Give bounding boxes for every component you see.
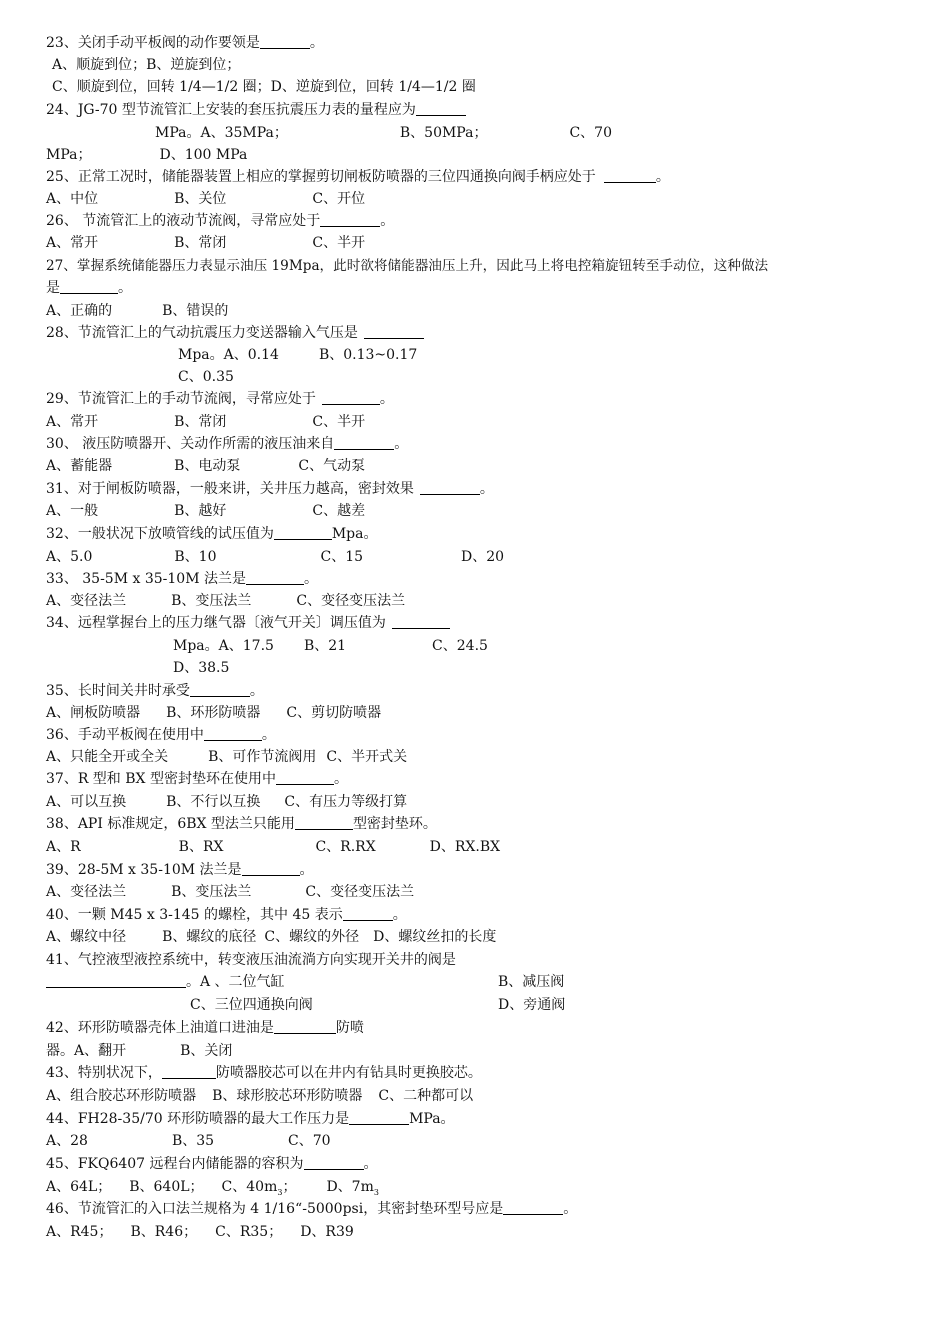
options-39: A、变径法兰 B、变压法兰 C、变径变压法兰 xyxy=(46,884,415,900)
answer-blank xyxy=(60,279,118,294)
question-30: 30、 液压防喷器开、关动作所需的液压油来自 。 xyxy=(46,436,409,452)
answer-blank xyxy=(274,525,332,540)
question-43: 43、特别状况下， 防喷器胶芯可以在井内有钻具时更换胶芯。 xyxy=(46,1065,482,1081)
answer-blank xyxy=(349,1110,409,1125)
question-37: 37、R 型和 BX 型密封垫环在使用中 。 xyxy=(46,771,348,787)
question-42: 42、环形防喷器壳体上油道口进油是 防喷 xyxy=(46,1020,364,1036)
question-23: 23、关闭手动平板阀的动作要领是 。 xyxy=(46,35,324,51)
options-33: A、变径法兰 B、变压法兰 C、变径变压法兰 xyxy=(46,593,406,609)
answer-blank xyxy=(246,570,304,585)
question-44: 44、FH28-35/70 环形防喷器的最大工作压力是 MPa。 xyxy=(46,1111,455,1127)
answer-blank xyxy=(46,973,186,988)
option-41d: D、旁通阀 xyxy=(498,997,566,1013)
options-30: A、蓄能器 B、电动泵 C、气动泵 xyxy=(46,458,366,474)
options-23a: A、顺旋到位；B、逆旋到位； xyxy=(52,57,241,73)
options-35: A、闸板防喷器 B、环形防喷器 C、剪切防喷器 xyxy=(46,705,382,721)
options-26: A、常开 B、常闭 C、半开 xyxy=(46,235,366,251)
option-41c: C、三位四通换向阀 xyxy=(190,997,313,1013)
answer-blank xyxy=(364,324,424,339)
answer-blank xyxy=(343,906,393,921)
options-36: A、只能全开或全关 B、可作节流阀用 C、半开式关 xyxy=(46,749,408,765)
options-44: A、28 B、35 C、70 xyxy=(46,1133,331,1149)
question-41-cont: 。A 、二位气缸 xyxy=(46,971,285,993)
question-25: 25、正常工况时，储能器装置上相应的掌握剪切闸板防喷器的三位四通换向阀手柄应处于 。 xyxy=(46,169,670,185)
options-28b: C、0.35 xyxy=(178,369,234,385)
options-23b: C、顺旋到位，回转 1/4—1/2 圈；D、逆旋到位，回转 1/4—1/2 圈 xyxy=(52,79,476,95)
options-46: A、R45； B、R46； C、R35； D、R39 xyxy=(46,1224,354,1240)
answer-blank xyxy=(503,1200,563,1215)
question-46: 46、节流管汇的入口法兰规格为 4 1/16“-5000psi，其密封垫环型号应是 。 xyxy=(46,1201,578,1217)
option-41b: B、减压阀 xyxy=(498,974,565,990)
question-31: 31、对于闸板防喷器，一般来讲，关井压力越高，密封效果 。 xyxy=(46,481,494,497)
answer-blank xyxy=(260,34,310,49)
answer-blank xyxy=(322,390,380,405)
options-42: 器。A、翻开 B、关闭 xyxy=(46,1043,233,1059)
question-28: 28、节流管汇上的气动抗震压力变送器输入气压是 xyxy=(46,322,424,344)
options-40: A、螺纹中径 B、螺纹的底径 C、螺纹的外径 D、螺纹丝扣的长度 xyxy=(46,929,497,945)
options-31: A、一般 B、越好 C、越差 xyxy=(46,503,366,519)
answer-blank xyxy=(320,212,380,227)
answer-blank xyxy=(334,435,394,450)
options-27: A、正确的 B、错误的 xyxy=(46,303,229,319)
answer-blank xyxy=(274,1019,336,1034)
question-32: 32、一般状况下放喷管线的试压值为 Mpa。 xyxy=(46,526,378,542)
options-43: A、组合胶芯环形防喷器 B、球形胶芯环形防喷器 C、二种都可以 xyxy=(46,1088,474,1104)
question-39: 39、28-5M x 35-10M 法兰是 。 xyxy=(46,862,314,878)
question-41: 41、气控液型液控系统中，转变液压油流淌方向实现开关井的阀是 xyxy=(46,952,456,968)
answer-blank xyxy=(420,480,480,495)
question-34: 34、远程掌握台上的压力继气器〔液气开关〕调压值为 xyxy=(46,612,450,634)
question-36: 36、手动平板阀在使用中 。 xyxy=(46,727,276,743)
question-27-cont: 是 。 xyxy=(46,280,132,296)
options-24a: MPa。A、35MPa； B、50MPa； C、70 xyxy=(155,125,612,141)
options-25: A、中位 B、关位 C、开位 xyxy=(46,191,366,207)
options-45: A、64L； B、640L； C、$40m_3$； D、$7m_3$ xyxy=(46,1179,379,1197)
question-29: 29、节流管汇上的手动节流阀，寻常应处于 。 xyxy=(46,391,394,407)
question-40: 40、一颗 M45 x 3-145 的螺栓，其中 45 表示 。 xyxy=(46,907,407,923)
answer-blank xyxy=(190,682,250,697)
options-28a: Mpa。A、0.14 B、0.13~0.17 xyxy=(178,347,418,363)
answer-blank xyxy=(276,770,334,785)
question-35: 35、长时间关井时承受 。 xyxy=(46,683,264,699)
answer-blank xyxy=(204,726,262,741)
answer-blank xyxy=(392,614,450,629)
answer-blank xyxy=(604,168,656,183)
question-24: 24、JG-70 型节流管汇上安装的套压抗震压力表的量程应为 xyxy=(46,99,466,121)
question-45: 45、FKQ6407 远程台内储能器的容积为 。 xyxy=(46,1156,378,1172)
question-38: 38、API 标准规定，6BX 型法兰只能用 型密封垫环。 xyxy=(46,816,437,832)
options-32: A、5.0 B、10 C、15 D、20 xyxy=(46,549,505,565)
answer-blank xyxy=(242,861,300,876)
options-34b: D、38.5 xyxy=(173,660,230,676)
options-37: A、可以互换 B、不行以互换 C、有压力等级打算 xyxy=(46,794,408,810)
options-38: A、R B、RX C、R.RX D、RX.BX xyxy=(46,839,501,855)
options-34a: Mpa。A、17.5 B、21 C、24.5 xyxy=(173,638,488,654)
answer-blank xyxy=(162,1064,216,1079)
options-29: A、常开 B、常闭 C、半开 xyxy=(46,414,366,430)
answer-blank xyxy=(416,101,466,116)
answer-blank xyxy=(304,1155,364,1170)
question-33: 33、 35-5M x 35-10M 法兰是 。 xyxy=(46,571,318,587)
options-24b: MPa； D、100 MPa xyxy=(46,147,248,163)
question-26: 26、 节流管汇上的液动节流阀，寻常应处于 。 xyxy=(46,213,395,229)
answer-blank xyxy=(295,815,353,830)
question-27: 27、掌握系统储能器压力表显示油压 19Mpa，此时欲将储能器油压上升，因此马上将电控箱旋钮转至手动位，这种做法 xyxy=(46,258,769,274)
